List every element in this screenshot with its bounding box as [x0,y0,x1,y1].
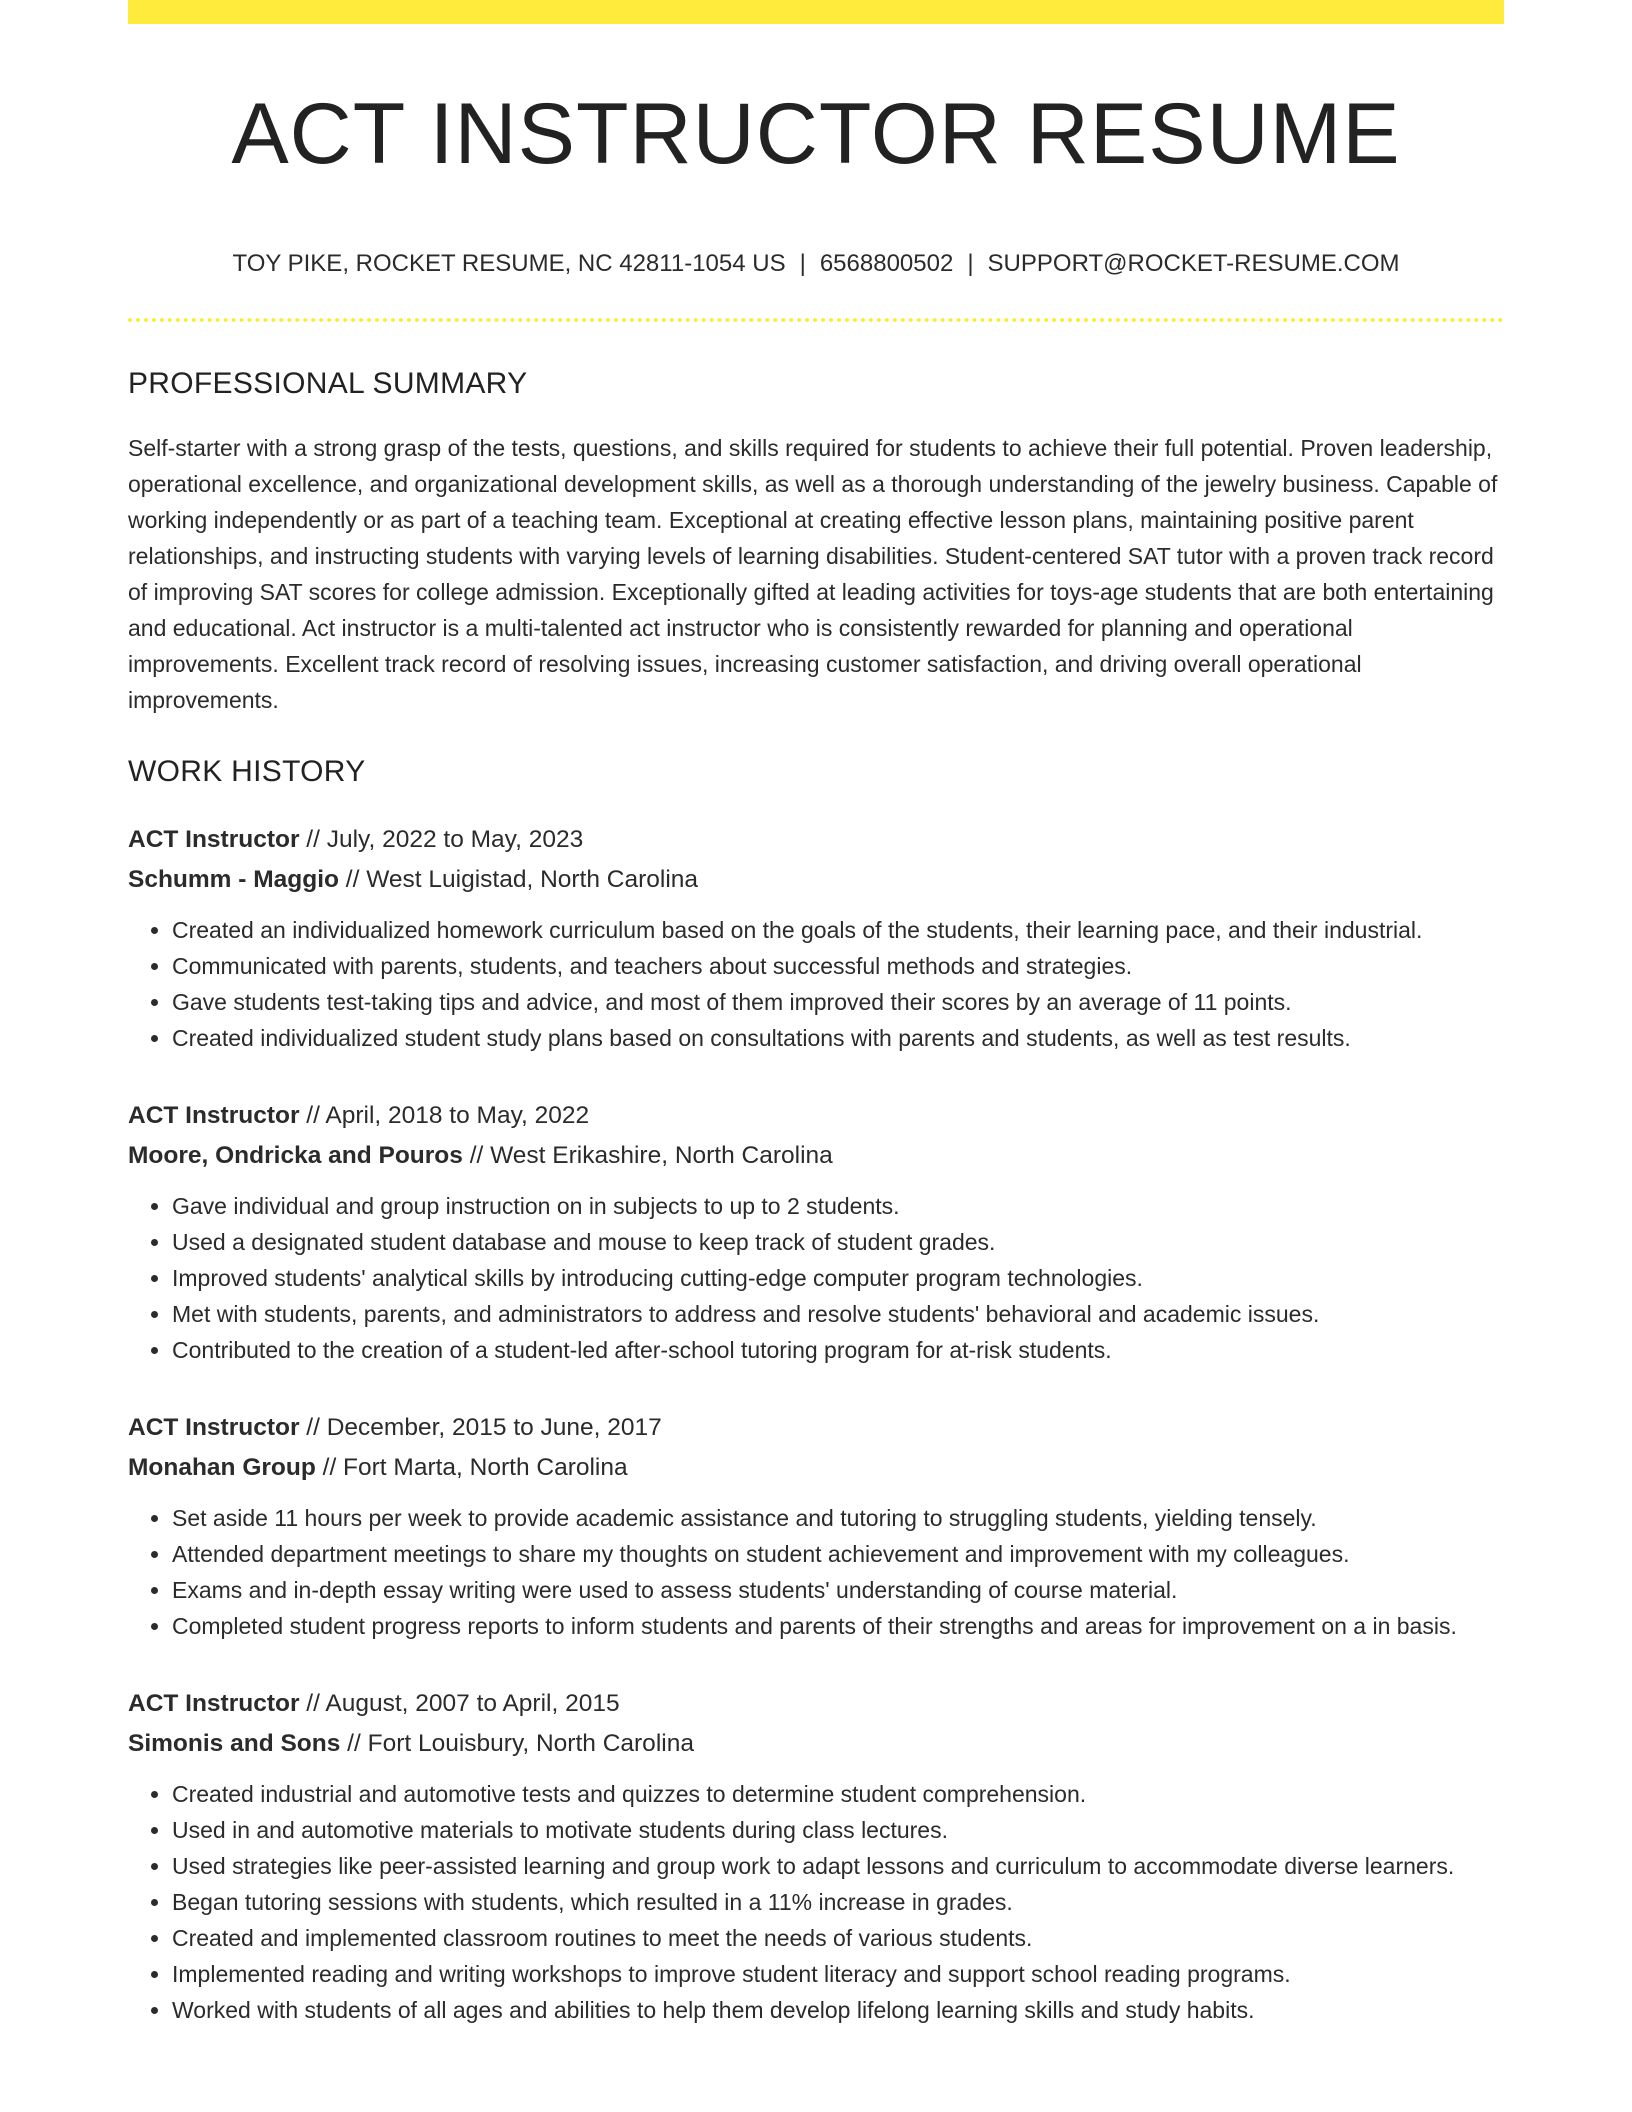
job-bullet-item: • Created industrial and automotive tests and quizzes to determine student comprehension. [172,1776,1504,1812]
summary-text: Self-starter with a strong grasp of the tests, questions, and skills required for students to achieve their full potential. Proven leadership, operational excellence, and organizational development skills, as well as a thorough understanding of the jewelry business. Capable of working independently or as part of a teaching team. Exceptional at creating effective lesson plans, maintaining positive parent relationships, and instructing students with varying levels of learning disabilities. Student-centered SAT tutor with a proven track record of improving SAT scores for college admission. Exceptionally gifted at leading activities for toys-age students that are both entertaining and educational. Act instructor is a multi-talented act instructor who is consistently rewarded for planning and operational improvements. Excellent track record of resolving issues, increasing customer satisfaction, and driving overall operational improvements. [128,435,1498,713]
job-bullet-item: • Attended department meetings to share my thoughts on student achievement and improvement with my colleagues. [172,1536,1504,1572]
job-bullet-item: • Began tutoring sessions with students, which resulted in a 11% increase in grades. [172,1884,1504,1920]
work-history-list [128,820,1504,2028]
job-company-line [128,1448,1504,1488]
job-role: ACT Instructor [128,826,300,853]
job-bullet-item: • Contributed to the creation of a student-led after-school tutoring program for at-risk students. [172,1332,1504,1368]
job-company-line [128,860,1504,900]
job-bullet-item: • Used strategies like peer-assisted learning and group work to adapt lessons and curriculum to accommodate diverse learners. [172,1848,1504,1884]
contact-separator: | [967,250,974,277]
job-title-line [128,1684,1504,1724]
job-location: // West Luigistad, North Carolina [338,866,699,893]
job-bullet-item: • Gave individual and group instruction on in subjects to up to 2 students. [172,1188,1504,1224]
resume-page [128,0,1504,2028]
job-bullet-item: • Implemented reading and writing workshops to improve student literacy and support school reading programs. [172,1956,1504,1992]
job-bullets [128,1776,1504,2028]
job-bullet-item: • Met with students, parents, and administrators to address and resolve students' behavioral and academic issues. [172,1296,1504,1332]
contact-address: TOY PIKE, ROCKET RESUME, NC 42811-1054 US [232,250,786,277]
summary-heading: PROFESSIONAL SUMMARY [128,367,528,400]
contact-line [128,248,1504,280]
contact-email: SUPPORT@ROCKET-RESUME.COM [987,250,1400,277]
job-dates: // April, 2018 to May, 2022 [299,1102,590,1129]
job-role: ACT Instructor [128,1414,300,1441]
job-entry [128,820,1504,1056]
job-bullets [128,1188,1504,1368]
job-role: ACT Instructor [128,1102,300,1129]
job-bullet-item: • Communicated with parents, students, and teachers about successful methods and strategies. [172,948,1504,984]
job-bullets [128,1500,1504,1644]
job-bullet-item: • Created individualized student study plans based on consultations with parents and students, as well as test results. [172,1020,1504,1056]
job-location: // West Erikashire, North Carolina [462,1142,833,1169]
job-title-line [128,1096,1504,1136]
job-bullet-item: • Created and implemented classroom routines to meet the needs of various students. [172,1920,1504,1956]
job-company: Schumm - Maggio [128,866,339,893]
job-company: Simonis and Sons [128,1730,341,1757]
job-title-line [128,820,1504,860]
job-dates: // August, 2007 to April, 2015 [299,1690,620,1717]
job-bullet-item: • Exams and in-depth essay writing were used to assess students' understanding of course material. [172,1572,1504,1608]
contact-phone: 6568800502 [819,250,954,277]
job-bullet-item: • Created an individualized homework curriculum based on the goals of the students, their learning pace, and their industrial. [172,912,1504,948]
job-bullet-item: • Improved students' analytical skills by introducing cutting-edge computer program technologies. [172,1260,1504,1296]
job-bullet-item: • Worked with students of all ages and abilities to help them develop lifelong learning skills and study habits. [172,1992,1504,2028]
resume-title: ACT INSTRUCTOR RESUME [231,86,1401,182]
job-location: // Fort Louisbury, North Carolina [340,1730,694,1757]
job-bullet-item: • Set aside 11 hours per week to provide academic assistance and tutoring to struggling students, yielding tensely. [172,1500,1504,1536]
job-company-line [128,1724,1504,1764]
job-bullets [128,912,1504,1056]
dotted-divider [128,318,1504,322]
job-company: Moore, Ondricka and Pouros [128,1142,463,1169]
job-bullet-item: • Gave students test-taking tips and advice, and most of them improved their scores by an average of 11 points. [172,984,1504,1020]
job-dates: // December, 2015 to June, 2017 [299,1414,662,1441]
job-bullet-item: • Completed student progress reports to inform students and parents of their strengths and areas for improvement on a in basis. [172,1608,1504,1644]
job-entry [128,1684,1504,2028]
contact-separator: | [799,250,806,277]
accent-top-bar [128,0,1504,24]
job-entry [128,1408,1504,1644]
job-company: Monahan Group [128,1454,316,1481]
job-title-line [128,1408,1504,1448]
job-role: ACT Instructor [128,1690,300,1717]
job-dates: // July, 2022 to May, 2023 [299,826,584,853]
job-bullet-item: • Used a designated student database and mouse to keep track of student grades. [172,1224,1504,1260]
job-company-line [128,1136,1504,1176]
work-history-heading: WORK HISTORY [128,755,366,788]
job-entry [128,1096,1504,1368]
job-location: // Fort Marta, North Carolina [315,1454,628,1481]
job-bullet-item: • Used in and automotive materials to motivate students during class lectures. [172,1812,1504,1848]
